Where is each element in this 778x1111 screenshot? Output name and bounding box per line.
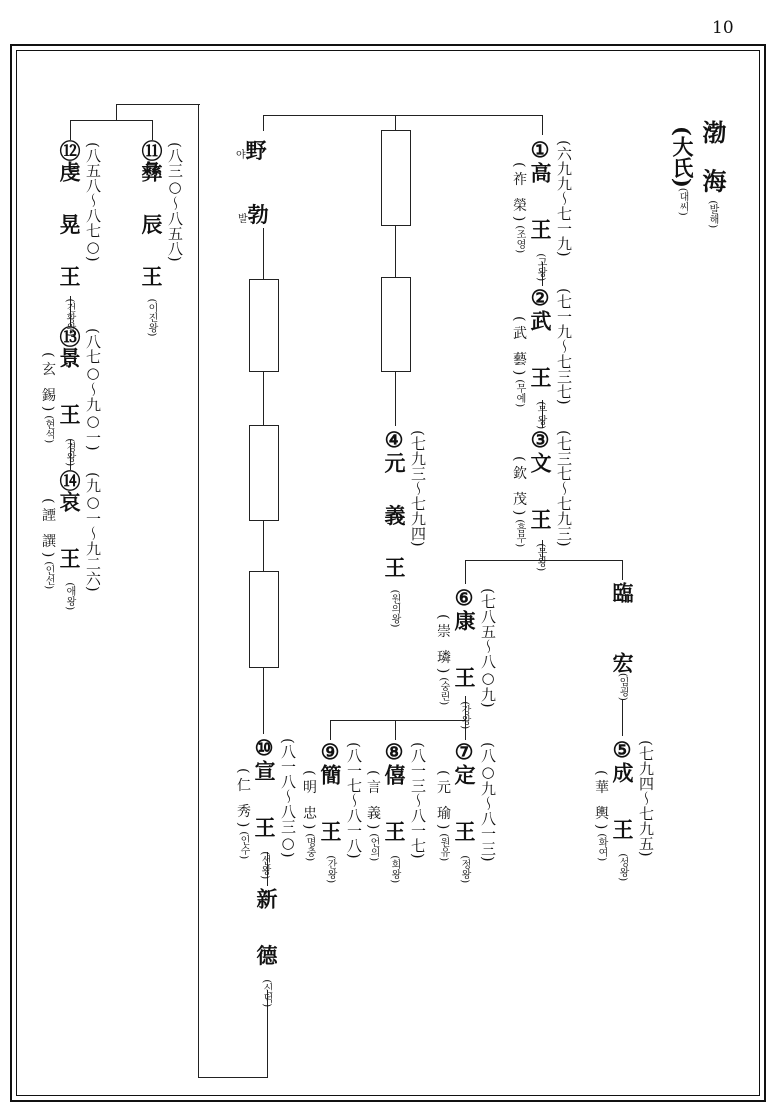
line: [395, 115, 396, 131]
king-11-dates: (八三○～八五八): [166, 142, 184, 262]
king-8-personal-name: (言 義)(언의): [365, 770, 381, 862]
page-number: 10: [712, 18, 734, 38]
king-5: ⑤成 王(성왕): [610, 738, 635, 882]
generation-gap-box: [249, 425, 279, 521]
king-8-dates: (八一三～八一七): [409, 742, 427, 859]
line: [152, 120, 153, 140]
king-12-dates: (八五八～八七○): [84, 142, 102, 262]
king-9: ⑨簡 王(간왕): [318, 740, 343, 884]
line: [198, 1077, 268, 1078]
generation-gap-box: [249, 279, 279, 372]
king-12: ⑫虔 晃 王(건황왕): [57, 140, 82, 337]
line: [542, 115, 543, 135]
person-im-given-name: 臨: [610, 582, 635, 603]
line: [465, 560, 466, 584]
king-1-personal-name: (祚 榮)(조영): [511, 162, 527, 254]
king-13-personal-name: (玄 錫)(현석): [40, 352, 56, 444]
king-6-dates: (七八五～八○九): [479, 588, 497, 708]
king-9-personal-name: (明 忠)(명충): [301, 770, 317, 862]
person-im: 宏(임굉): [610, 652, 635, 701]
line: [330, 720, 466, 721]
king-7: ⑦定 王(정왕): [452, 740, 477, 884]
king-14: ⑭哀 王(애왕): [57, 470, 82, 611]
king-5-personal-name: (華 輿)(화여): [593, 770, 609, 862]
king-4: ④元 義 王(원의왕): [382, 428, 407, 628]
line: [116, 104, 117, 120]
king-11: ⑪彝 辰 王(이진왕): [139, 140, 164, 337]
person-bal: 발勃: [238, 202, 269, 227]
line: [395, 720, 396, 740]
king-6: ⑥康 王(강왕): [452, 586, 477, 730]
king-1: ①高 王(고왕): [528, 138, 553, 282]
king-10: ⑩宣 王(선왕): [252, 736, 277, 880]
generation-gap-box: [381, 130, 411, 226]
king-4-dates: (七九三～七九四): [409, 430, 427, 547]
line: [263, 115, 264, 131]
dynasty-clan: (大氏)(대씨): [670, 126, 695, 216]
king-8: ⑧僖 王(희왕): [382, 740, 407, 884]
king-10-dates: (八一八～八三○): [279, 738, 297, 858]
king-7-personal-name: (元 瑜)(원유): [435, 770, 451, 862]
person-sin-deok: 新 德(신덕): [254, 888, 279, 1008]
line: [622, 560, 623, 580]
line: [70, 120, 152, 121]
line: [330, 720, 331, 740]
king-14-dates: (九○一～九二六): [84, 472, 102, 592]
king-7-dates: (八○九～八一三): [479, 742, 497, 862]
person-ya: 야野: [236, 138, 267, 163]
king-13: ⑬景 王(경왕): [57, 326, 82, 467]
line: [622, 700, 623, 736]
king-2-dates: (七一九～七三七): [555, 288, 573, 405]
king-3: ③文 王(문왕): [528, 428, 553, 572]
king-3-personal-name: (欽 茂)(흠무): [511, 456, 527, 548]
line: [116, 104, 200, 105]
line: [70, 120, 71, 140]
king-10-personal-name: (仁 秀)(인수): [235, 768, 251, 860]
king-2: ②武 王(무왕): [528, 286, 553, 430]
king-1-dates: (六九九～七一九): [555, 140, 573, 257]
king-9-dates: (八一七～八一八): [345, 742, 363, 859]
king-6-personal-name: (崇 璘)(숭린): [435, 614, 451, 706]
king-14-personal-name: (諲 譔)(인선): [40, 498, 56, 590]
generation-gap-box: [249, 571, 279, 668]
generation-gap-box: [381, 277, 411, 372]
king-13-dates: (八七○～九○一): [84, 328, 102, 451]
king-3-dates: (七三七～七九三): [555, 430, 573, 547]
line: [198, 104, 199, 1078]
king-2-personal-name: (武 藝)(무예): [511, 316, 527, 408]
dynasty-title: 渤 海(발해): [698, 120, 727, 229]
king-5-dates: (七九四～七九五): [637, 740, 655, 857]
line: [263, 115, 543, 116]
